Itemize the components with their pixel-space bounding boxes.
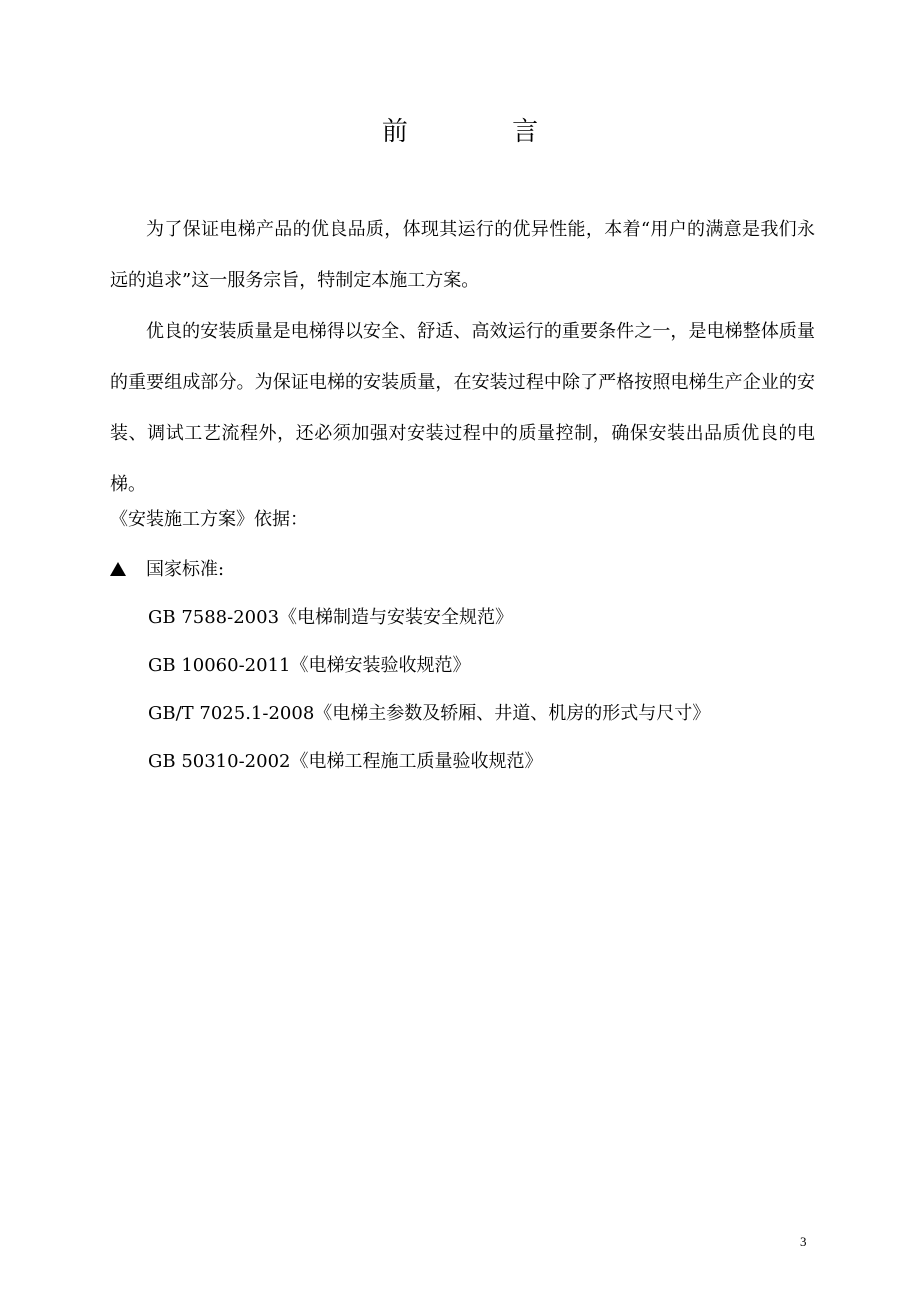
intro-paragraph-2: 优良的安装质量是电梯得以安全、舒适、高效运行的重要条件之一，是电梯整体质量的重要组成部分。为保证电梯的安装质量，在安装过程中除了严格按照电梯生产企业的安装、调试工艺流程外，还必须加强对安装过程中的质量控制，确保安装出品质优良的电梯。 — [110, 321, 815, 495]
standard-item: GB 10060-2011《电梯安装验收规范》 — [148, 655, 471, 676]
standard-item: GB/T 7025.1-2008《电梯主参数及轿厢、井道、机房的形式与尺寸》 — [148, 703, 711, 724]
national-standards-heading — [110, 544, 224, 595]
standard-item: GB 7588-2003《电梯制造与安装安全规范》 — [148, 607, 514, 628]
intro-paragraph-1: 为了保证电梯产品的优良品质，体现其运行的优异性能，本着“用户的满意是我们永远的追求”这一服务宗旨，特制定本施工方案。 — [110, 219, 815, 291]
standards-list — [148, 594, 710, 786]
basis-heading: 《安装施工方案》依据： — [110, 509, 308, 530]
page-title: 前 言 — [381, 117, 587, 147]
triangle-bullet-icon — [110, 562, 126, 576]
standard-item: GB 50310-2002《电梯工程施工质量验收规范》 — [148, 751, 543, 772]
national-standards-label: 国家标准: — [146, 559, 225, 580]
page-number: 3 — [800, 1234, 807, 1249]
